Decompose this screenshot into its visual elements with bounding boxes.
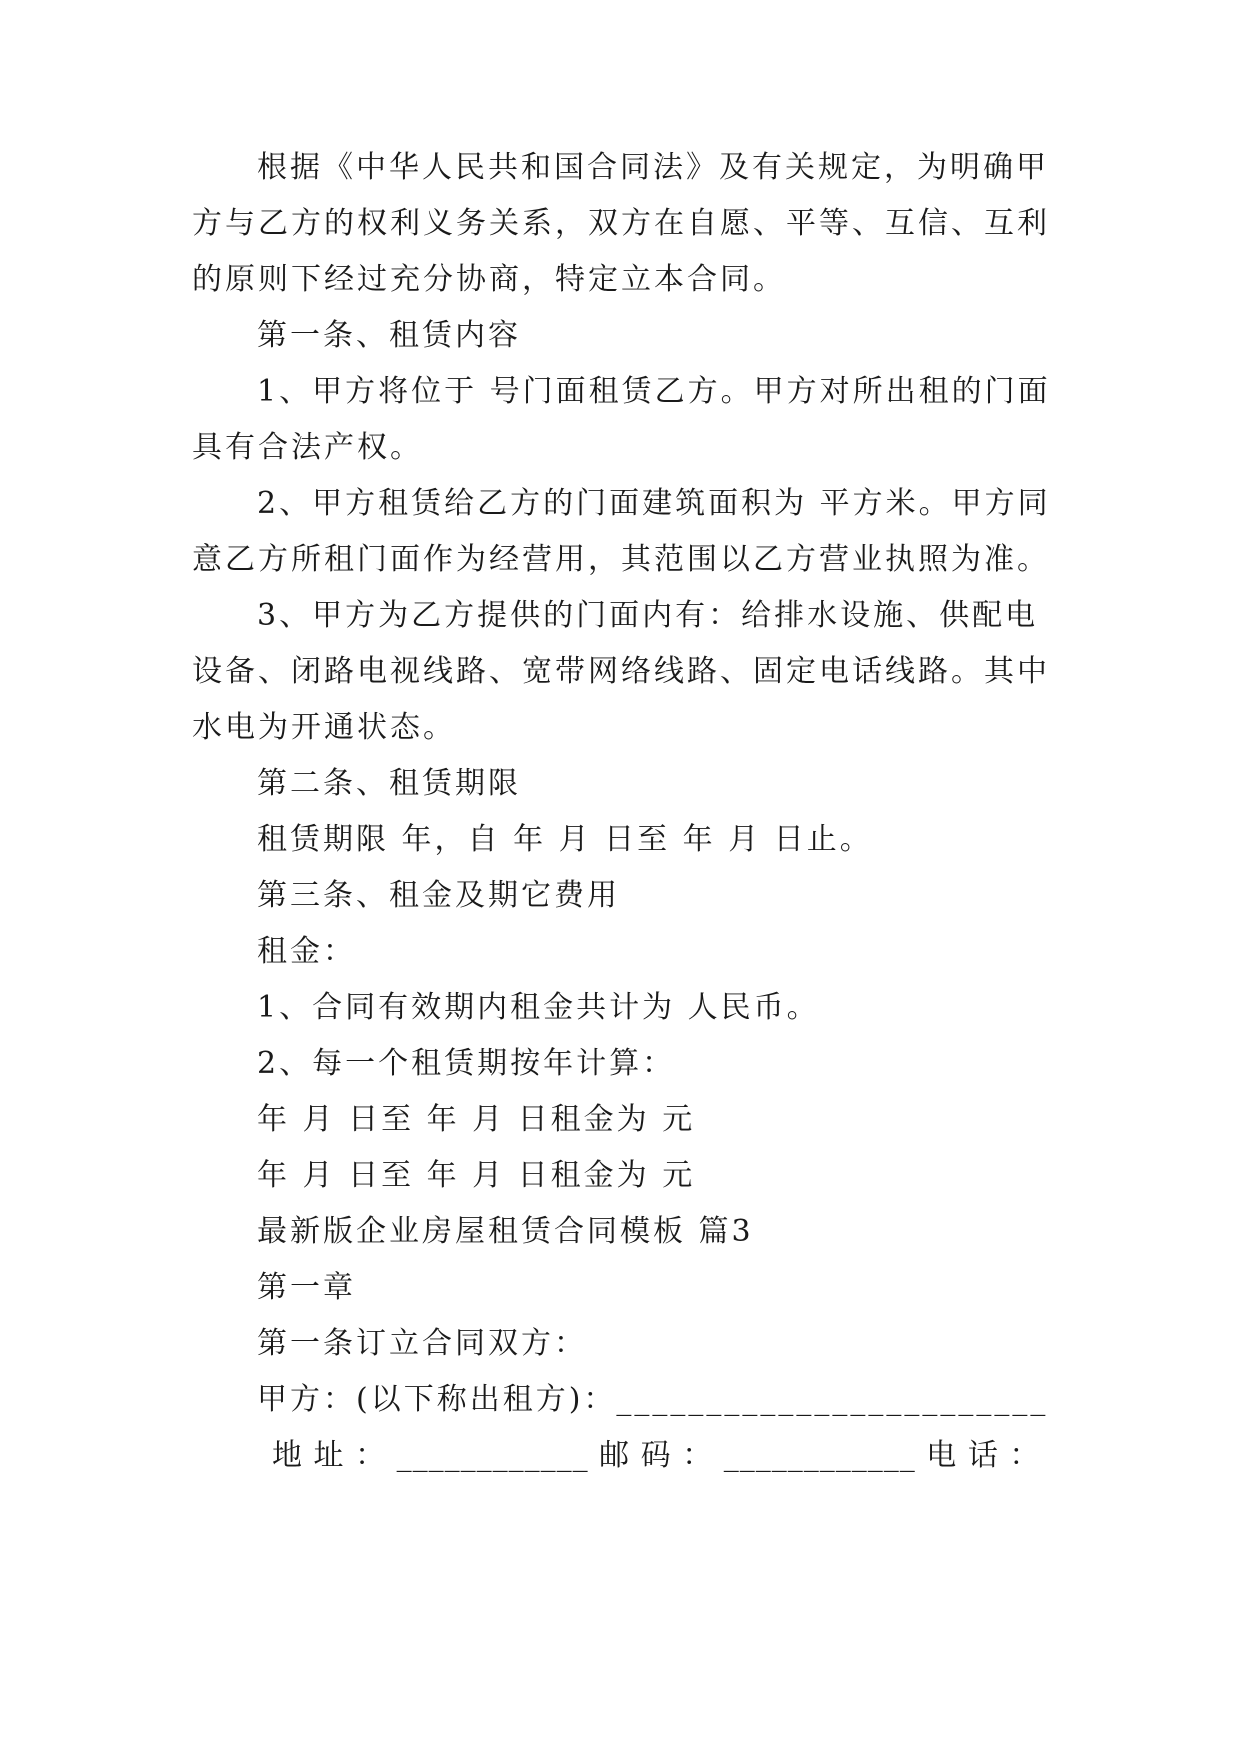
section-heading: 第三条、租金及期它费用 xyxy=(257,878,620,913)
paragraph-line: 水电为开通状态。 xyxy=(192,710,456,745)
paragraph-line: 意乙方所租门面作为经营用，其范围以乙方营业执照为准。 xyxy=(192,542,1050,577)
paragraph-line: 3、甲方为乙方提供的门面内有：给排水设施、供配电 xyxy=(257,598,1039,633)
section-heading: 第一条订立合同双方： xyxy=(257,1326,587,1361)
document-section-title: 最新版企业房屋租赁合同模板 篇3 xyxy=(257,1214,754,1249)
paragraph-line: 租金： xyxy=(257,934,356,969)
party-a-line: 甲方：(以下称出租方)：________________________ xyxy=(257,1382,1049,1417)
paragraph-line: 的原则下经过充分协商，特定立本合同。 xyxy=(192,262,786,297)
paragraph-line: 1、合同有效期内租金共计为 人民币。 xyxy=(257,990,820,1025)
paragraph-line: 1、甲方将位于 号门面租赁乙方。甲方对所出租的门面 xyxy=(257,374,1051,409)
section-heading: 第二条、租赁期限 xyxy=(257,766,521,801)
paragraph-line: 2、甲方租赁给乙方的门面建筑面积为 平方米。甲方同 xyxy=(257,486,1051,521)
paragraph-line: 2、每一个租赁期按年计算： xyxy=(257,1046,676,1081)
paragraph-line: 方与乙方的权利义务关系，双方在自愿、平等、互信、互利 xyxy=(192,206,1050,241)
paragraph-line: 年 月 日至 年 月 日租金为 元 xyxy=(257,1102,696,1137)
chapter-heading: 第一章 xyxy=(257,1270,356,1305)
section-heading: 第一条、租赁内容 xyxy=(257,318,521,353)
paragraph-line: 年 月 日至 年 月 日租金为 元 xyxy=(257,1158,696,1193)
paragraph-line: 租赁期限 年，自 年 月 日至 年 月 日止。 xyxy=(257,822,873,857)
paragraph-line: 设备、闭路电视线路、宽带网络线路、固定电话线路。其中 xyxy=(192,654,1050,689)
address-postcode-phone-line: 地 址 ： ____________ 邮 码 ： ____________ 电 话 ： xyxy=(272,1438,1041,1473)
paragraph-line: 具有合法产权。 xyxy=(192,430,423,465)
paragraph-line: 根据《中华人民共和国合同法》及有关规定，为明确甲 xyxy=(257,150,1049,185)
